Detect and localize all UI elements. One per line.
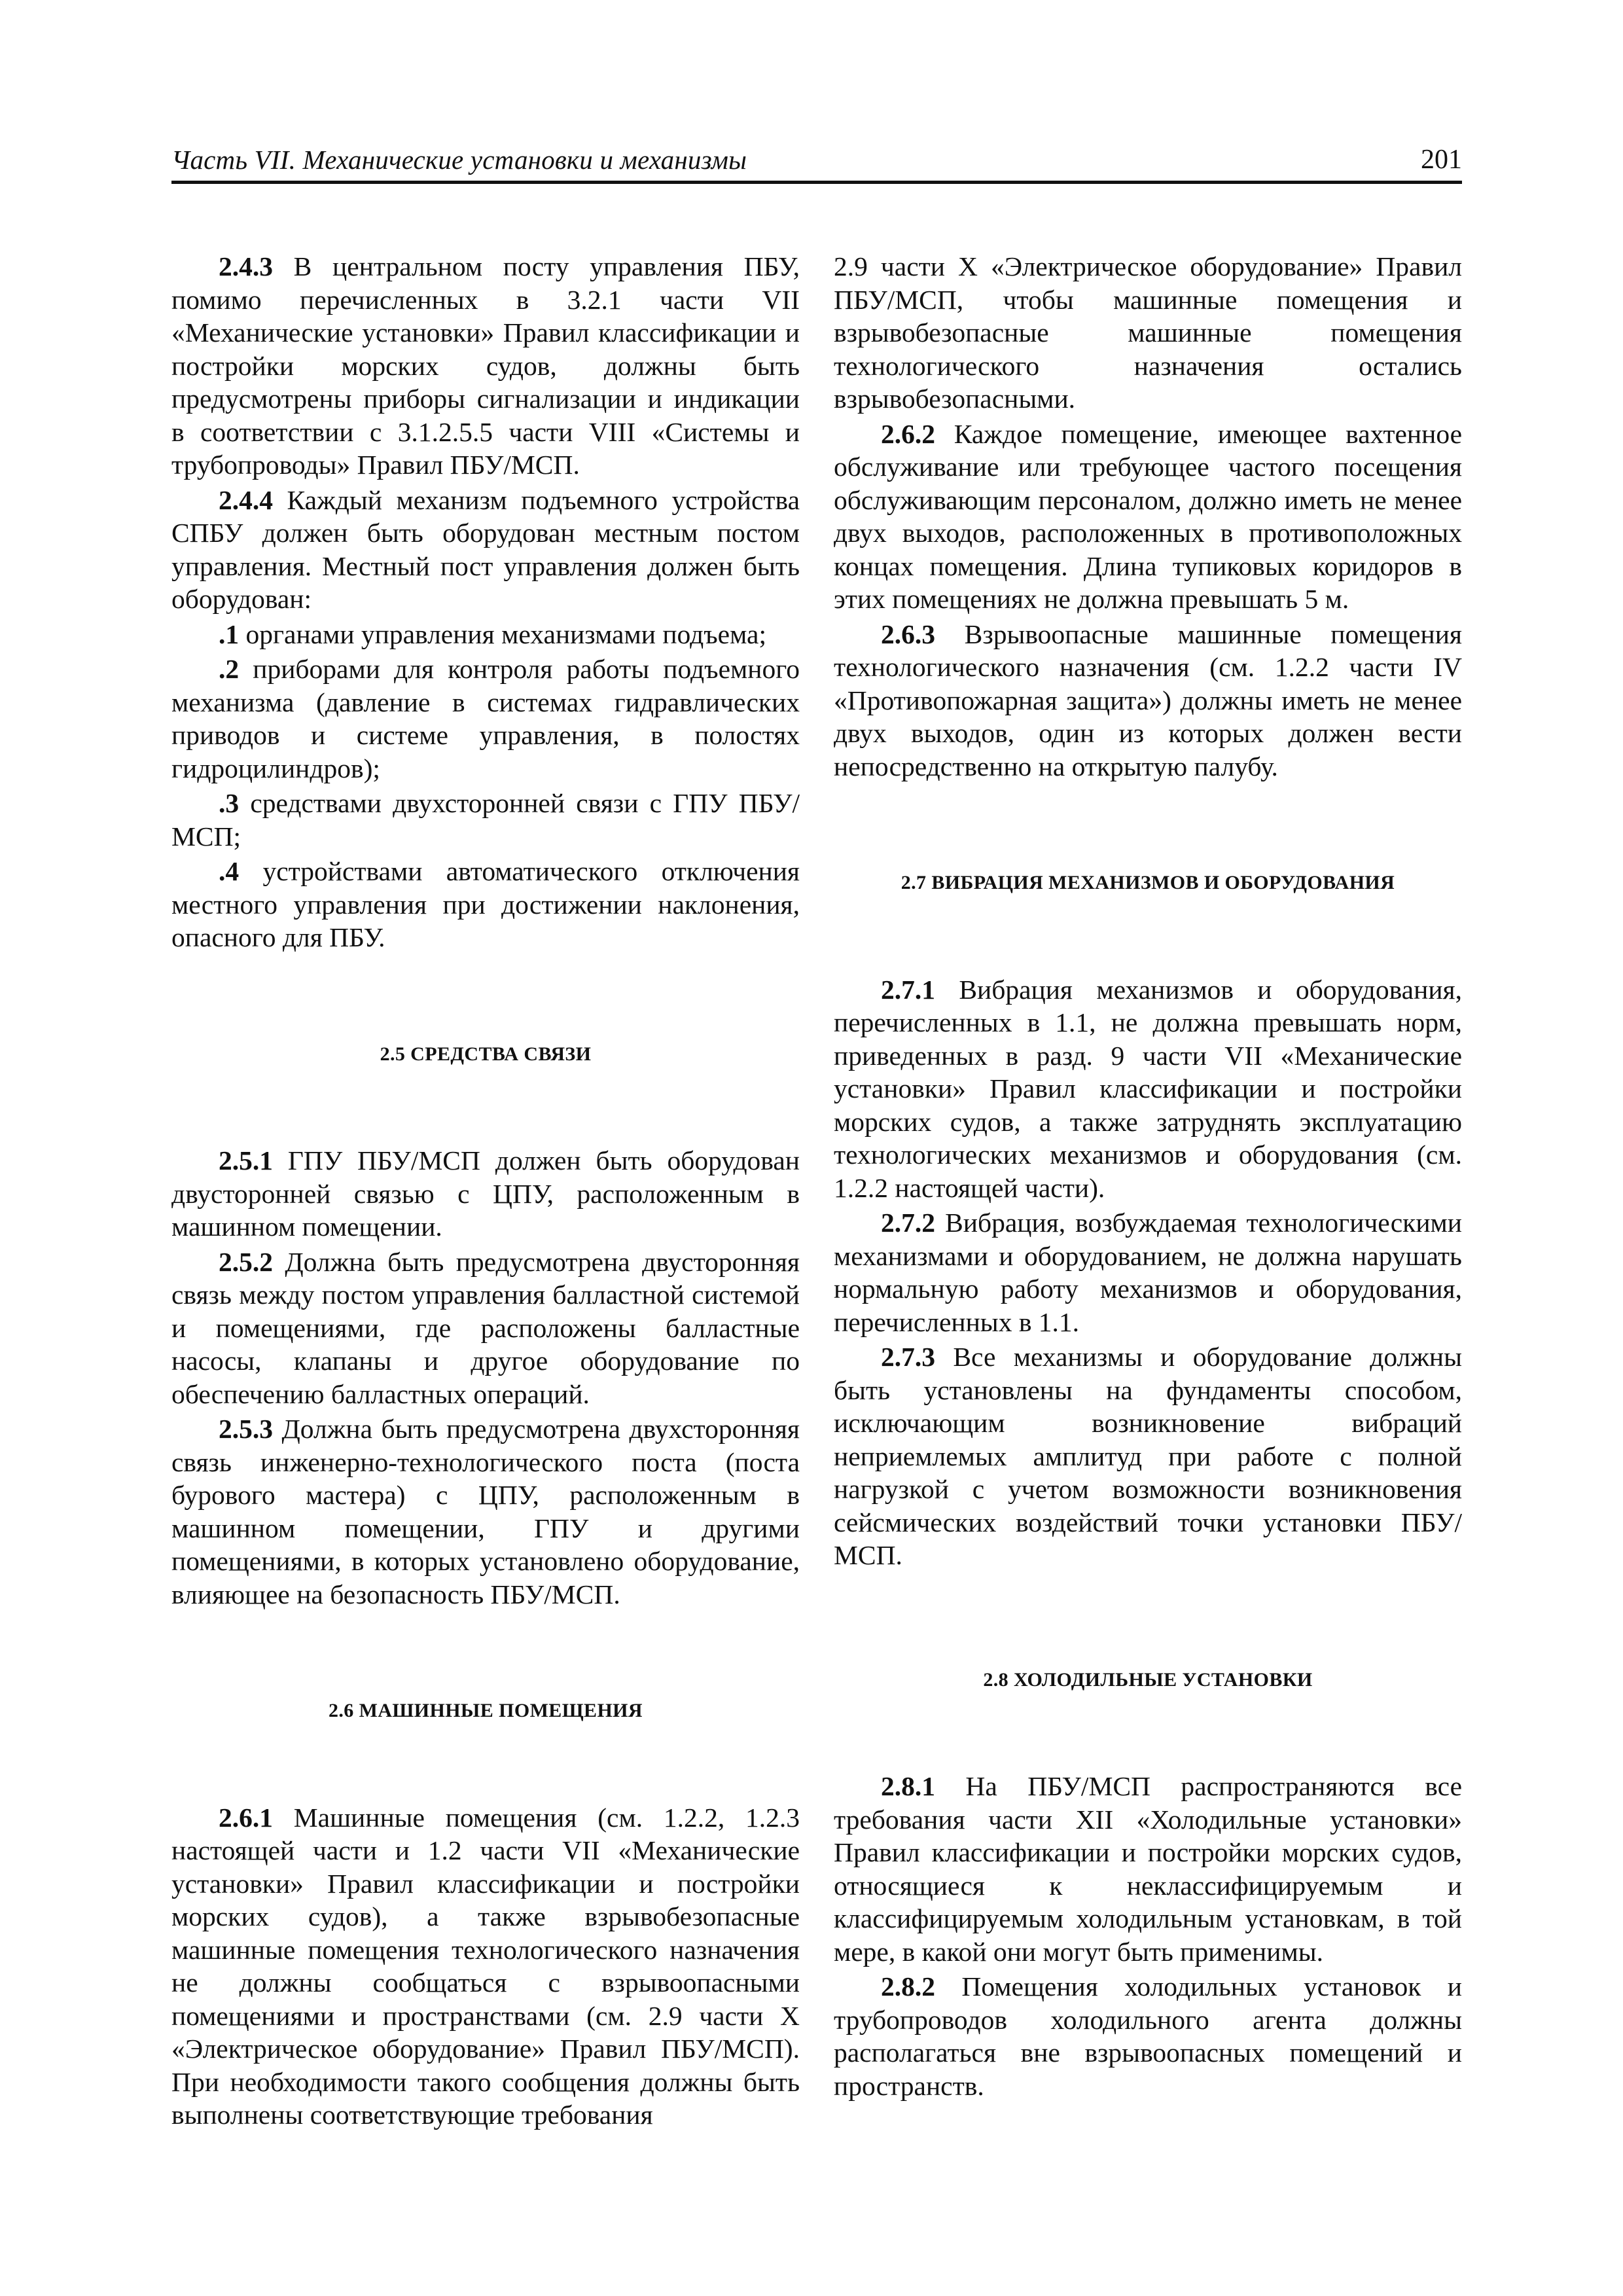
paragraph-2-6-3: 2.6.3 Взрывоопасные машинные помещения технологического назначения (см. 1.2.2 части IV «Противопожарная защита») должны иметь не менее двух выходов, один из которых должен вести непосредственно на открытую палубу. bbox=[834, 619, 1462, 781]
section-heading-2-5: 2.5 СРЕДСТВА СВЯЗИ bbox=[380, 1043, 592, 1065]
paragraph-2-8-2: 2.8.2 Помещения холодильных установок и трубопроводов холодильного агента должны располагаться вне взрывоопасных помещений и пространств. bbox=[834, 1971, 1462, 2101]
list-item-3: .3 средствами двухсторонней связи с ГПУ ПБУ/МСП; bbox=[171, 788, 800, 852]
paragraph-2-6-1-continued: 2.9 части X «Электрическое оборудование» Правил ПБУ/МСП, чтобы машинные помещения и взрывобезопасные машинные помещения технологического назначения остались взрывобезопасными. bbox=[834, 251, 1462, 414]
running-header-title: Часть VII. Механические установки и механизмы bbox=[171, 145, 747, 175]
paragraph-2-7-2: 2.7.2 Вибрация, возбуждаемая технологическими механизмами и оборудованием, не должна нарушать нормальную работу механизмов и оборудования, перечисленных в 1.1. bbox=[834, 1208, 1462, 1337]
paragraph-2-7-3: 2.7.3 Все механизмы и оборудование должны быть установлены на фундаменты способом, исключающим возникновение вибраций неприемлемых амплитуд при работе с полной нагрузкой с учетом возможности возникновения сейсмических воздействий точки установки ПБУ/МСП. bbox=[834, 1342, 1462, 1570]
list-item-1: .1 органами управления механизмами подъема; bbox=[219, 619, 767, 649]
paragraph-2-7-1: 2.7.1 Вибрация механизмов и оборудования, перечисленных в 1.1, не должна превышать норм, приведенных в разд. 9 части VII «Механические установки» Правил классификации и постройки морских судов, а также затруднять эксплуатацию технологических механизмов и оборудования (см. 1.2.2 настоящей части). bbox=[834, 974, 1462, 1203]
left-column bbox=[171, 250, 800, 2134]
section-heading-2-6: 2.6 МАШИННЫЕ ПОМЕЩЕНИЯ bbox=[329, 1700, 643, 1721]
section-heading-2-8: 2.8 ХОЛОДИЛЬНЫЕ УСТАНОВКИ bbox=[983, 1668, 1313, 1691]
right-column bbox=[834, 250, 1462, 2104]
paragraph-2-6-2: 2.6.2 Каждое помещение, имеющее вахтенное обслуживание или требующее частого посещения обслуживающим персоналом, должно иметь не менее двух выходов, расположенных в противоположных концах помещения. Длина тупиковых коридоров в этих помещениях не должна превышать 5 м. bbox=[834, 418, 1462, 614]
paragraph-2-5-3: 2.5.3 Должна быть предусмотрена двухсторонняя связь инженерно-технологического поста (поста бурового мастера) с ЦПУ, расположенным в машинном помещении, ГПУ и другими помещениями, в которых установлено оборудование, влияющее на безопасность ПБУ/МСП. bbox=[171, 1414, 800, 1609]
running-header bbox=[171, 143, 1462, 184]
paragraph-2-4-3: 2.4.3 В центральном посту управления ПБУ, помимо перечисленных в 3.2.1 части VII «Механические установки» Правил классификации и постройки морских судов, должны быть предусмотрены приборы сигнализации и индикации в соответствии с 3.1.2.5.5 части VIII «Системы и трубопроводы» Правил ПБУ/МСП. bbox=[171, 251, 800, 480]
paragraph-2-5-2: 2.5.2 Должна быть предусмотрена двусторонняя связь между постом управления балластной системой и помещениями, где расположены балластные насосы, клапаны и другое оборудование по обеспечению балластных операций. bbox=[171, 1246, 800, 1409]
page-number: 201 bbox=[1421, 145, 1462, 175]
paragraph-2-8-1: 2.8.1 На ПБУ/МСП распространяются все требования части XII «Холодильные установки» Правил классификации и постройки морских судов, относящиеся к неклассифицируемым и классифицируемым холодильным установкам, в той мере, в какой они могут быть применимы. bbox=[834, 1771, 1462, 1967]
paragraph-2-5-1: 2.5.1 ГПУ ПБУ/МСП должен быть оборудован двусторонней связью с ЦПУ, расположенным в машинном помещении. bbox=[171, 1145, 800, 1242]
list-item-2: .2 приборами для контроля работы подъемного механизма (давление в системах гидравлических приводов и системе управления, в полостях гидроцилиндров); bbox=[171, 654, 800, 783]
paragraph-2-4-4: 2.4.4 Каждый механизм подъемного устройства СПБУ должен быть оборудован местным постом управления. Местный пост управления должен быть оборудован: bbox=[171, 484, 800, 614]
paragraph-2-6-1: 2.6.1 Машинные помещения (см. 1.2.2, 1.2.3 настоящей части и 1.2 части VII «Механические установки» Правил классификации и постройки морских судов), а также взрывобезопасные машинные помещения технологического назначения не должны сообщаться с взрывоопасными помещениями и пространствами (см. 2.9 части X «Электрическое оборудование» Правил ПБУ/МСП). При необходимости такого сообщения должны быть выполнены соответствующие требования bbox=[171, 1802, 800, 2130]
list-item-4: .4 устройствами автоматического отключения местного управления при достижении наклонения, опасного для ПБУ. bbox=[171, 856, 800, 952]
section-heading-2-7: 2.7 ВИБРАЦИЯ МЕХАНИЗМОВ И ОБОРУДОВАНИЯ bbox=[901, 872, 1395, 893]
